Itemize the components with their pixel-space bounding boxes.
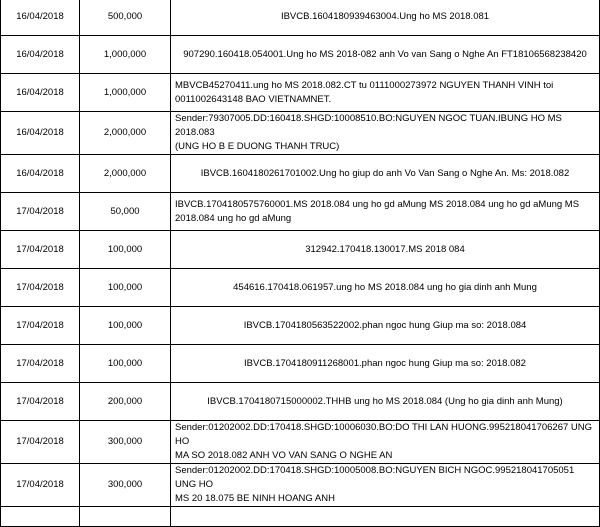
description-line: (UNG HO B E DUONG THANH TRUC)	[175, 141, 340, 152]
description-cell	[171, 421, 600, 464]
description-line: IBVCB.1704180911268001.phan ngoc hung Giup ma so: 2018.082	[244, 357, 526, 369]
empty-cell	[1, 507, 80, 527]
amount-cell: 100,000	[80, 345, 171, 383]
description-line: 312942.170418.130017.MS 2018 084	[305, 243, 465, 255]
description-cell	[171, 464, 600, 507]
date-cell: 17/04/2018	[1, 421, 80, 464]
description-line: IBVCB.1604180939463004.Ung ho MS 2018.081	[280, 10, 490, 22]
description-line: MS 20 18.075 BE NINH HOANG ANH	[175, 493, 335, 504]
date-cell: 16/04/2018	[1, 36, 80, 74]
date-cell: 16/04/2018	[1, 74, 80, 112]
date-cell: 17/04/2018	[1, 231, 80, 269]
table-row	[1, 0, 600, 36]
description-line: 2018.084 ung ho gd aMung	[175, 212, 292, 224]
description-line: 0011002643148 BAO VIETNAMNET.	[175, 93, 332, 105]
date-cell: 16/04/2018	[1, 155, 80, 193]
description-cell	[171, 36, 600, 74]
table-row	[1, 507, 600, 527]
date-cell: 16/04/2018	[1, 0, 80, 36]
description-line: IBVCB.1704180563522002.phan ngoc hung Giup ma so: 2018.084	[243, 319, 527, 331]
description-cell	[171, 112, 600, 155]
description-cell	[171, 383, 600, 421]
description-line: IBVCB.1704180575760001.MS 2018.084 ung ho gd aMung MS 2018.084 ung ho gd aMung MS	[175, 198, 580, 210]
description-line: Sender:79307005.DD:160418.SHGD:10008510.BO:NGUYEN NGOC TUAN.IBUNG HO MS 2018.083	[175, 113, 562, 138]
table-row	[1, 421, 600, 464]
description-cell	[171, 307, 600, 345]
description-cell	[171, 231, 600, 269]
description-line: MA SO 2018.082 ANH VO VAN SANG O NGHE AN	[175, 450, 393, 461]
description-line: Sender:01202002.DD:170418.SHGD:10005008.BO:NGUYEN BICH NGOC.995218041705051 UNG HO	[175, 465, 575, 490]
table-row	[1, 193, 600, 231]
amount-cell: 500,000	[80, 0, 171, 36]
table-row	[1, 231, 600, 269]
description-line: IBVCB.1604180261701002.Ung ho giup do anh Vo Van Sang o Nghe An. Ms: 2018.082	[200, 167, 570, 179]
amount-cell: 50,000	[80, 193, 171, 231]
description-line: MBVCB45270411.ung ho MS 2018.082.CT tu 0111000273972 NGUYEN THANH VINH toi	[175, 79, 554, 91]
description-cell	[171, 193, 600, 231]
date-cell: 17/04/2018	[1, 307, 80, 345]
description-line: Sender:01202002.DD:170418.SHGD:10006030.BO:DO THI LAN HUONG.995218041706267 UNG HO	[175, 422, 593, 447]
table-row	[1, 74, 600, 112]
amount-cell: 1,000,000	[80, 74, 171, 112]
amount-cell: 2,000,000	[80, 155, 171, 193]
amount-cell: 200,000	[80, 383, 171, 421]
amount-cell: 2,000,000	[80, 112, 171, 155]
table-row	[1, 269, 600, 307]
amount-cell: 100,000	[80, 269, 171, 307]
description-line: 454616.170418.061957.ung ho MS 2018.084 ung ho gia dinh anh Mung	[233, 281, 537, 293]
date-cell: 16/04/2018	[1, 112, 80, 155]
table-row	[1, 307, 600, 345]
amount-cell: 300,000	[80, 464, 171, 507]
description-cell	[171, 155, 600, 193]
date-cell: 17/04/2018	[1, 464, 80, 507]
date-cell: 17/04/2018	[1, 269, 80, 307]
amount-cell: 100,000	[80, 307, 171, 345]
empty-cell	[80, 507, 171, 527]
date-cell: 17/04/2018	[1, 345, 80, 383]
date-cell: 17/04/2018	[1, 193, 80, 231]
table-row	[1, 112, 600, 155]
date-cell: 17/04/2018	[1, 383, 80, 421]
amount-cell: 100,000	[80, 231, 171, 269]
table-row	[1, 345, 600, 383]
description-cell	[171, 0, 600, 36]
description-cell	[171, 345, 600, 383]
empty-cell	[171, 507, 600, 527]
description-cell	[171, 269, 600, 307]
description-line: IBVCB.1704180715000002.THHB ung ho MS 2018.084 (Ung ho gia dinh anh Mung)	[207, 395, 563, 407]
amount-cell: 1,000,000	[80, 36, 171, 74]
description-cell	[171, 74, 600, 112]
table-row	[1, 464, 600, 507]
table-row	[1, 155, 600, 193]
amount-cell: 300,000	[80, 421, 171, 464]
table-row	[1, 36, 600, 74]
table-row	[1, 383, 600, 421]
description-line: 907290.160418.054001.Ung ho MS 2018-082 anh Vo van Sang o Nghe An FT18106568238420	[183, 48, 587, 60]
